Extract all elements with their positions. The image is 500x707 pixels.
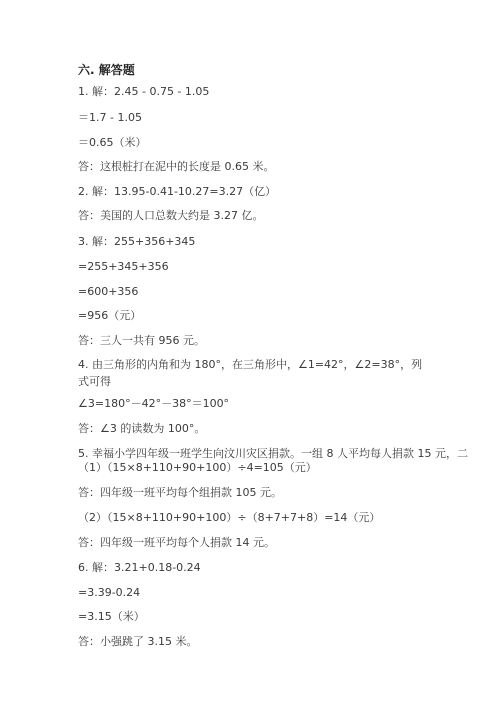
q4-line-2: ∠3=180°－42°－38°＝100° (78, 397, 230, 410)
q5-line-3: （2）（15×8+110+90+100）÷（8+7+7+8）=14（元） (78, 511, 381, 524)
q6-line-3: =3.15（米） (78, 610, 145, 623)
q3-line-2: =255+345+356 (78, 260, 169, 273)
q3-line-4: =956（元） (78, 309, 142, 322)
q1-line-1: 1. 解：2.45 - 0.75 - 1.05 (78, 85, 210, 98)
q3-line-1: 3. 解：255+356+345 (78, 235, 196, 248)
q4-line-1: 4. 由三角形的内角和为 180°，在三角形中，∠1=42°，∠2=38°，列式可得 (78, 358, 423, 388)
q1-line-3: ＝0.65（米） (78, 136, 147, 149)
q6-answer: 答：小强跳了 3.15 米。 (78, 635, 198, 648)
q5-line-1: 5. 幸福小学四年级一班学生向汶川灾区捐款。一组 8 人平均每人捐款 15 元，二 (78, 447, 468, 460)
q3-answer: 答：三人一共有 956 元。 (78, 334, 205, 347)
q3-line-3: =600+356 (78, 285, 139, 298)
q1-answer: 答：这根桩打在泥中的长度是 0.65 米。 (78, 160, 275, 173)
q2-line-1: 2. 解：13.95-0.41-10.27=3.27（亿） (78, 185, 277, 198)
q4-answer: 答：∠3 的读数为 100°。 (78, 422, 206, 435)
q5-line-2: （1）（15×8+110+90+100）÷4=105（元） (78, 461, 317, 474)
q2-answer: 答：美国的人口总数大约是 3.27 亿。 (78, 209, 264, 222)
section-heading: 六. 解答题 (78, 63, 135, 77)
q6-line-1: 6. 解：3.21+0.18-0.24 (78, 561, 201, 574)
q5-answer-2: 答：四年级一班平均每个人捐款 14 元。 (78, 536, 275, 549)
q1-line-2: ＝1.7 - 1.05 (78, 111, 142, 124)
q6-line-2: =3.39-0.24 (78, 586, 141, 599)
q5-answer-1: 答：四年级一班平均每个组捐款 105 元。 (78, 486, 282, 499)
